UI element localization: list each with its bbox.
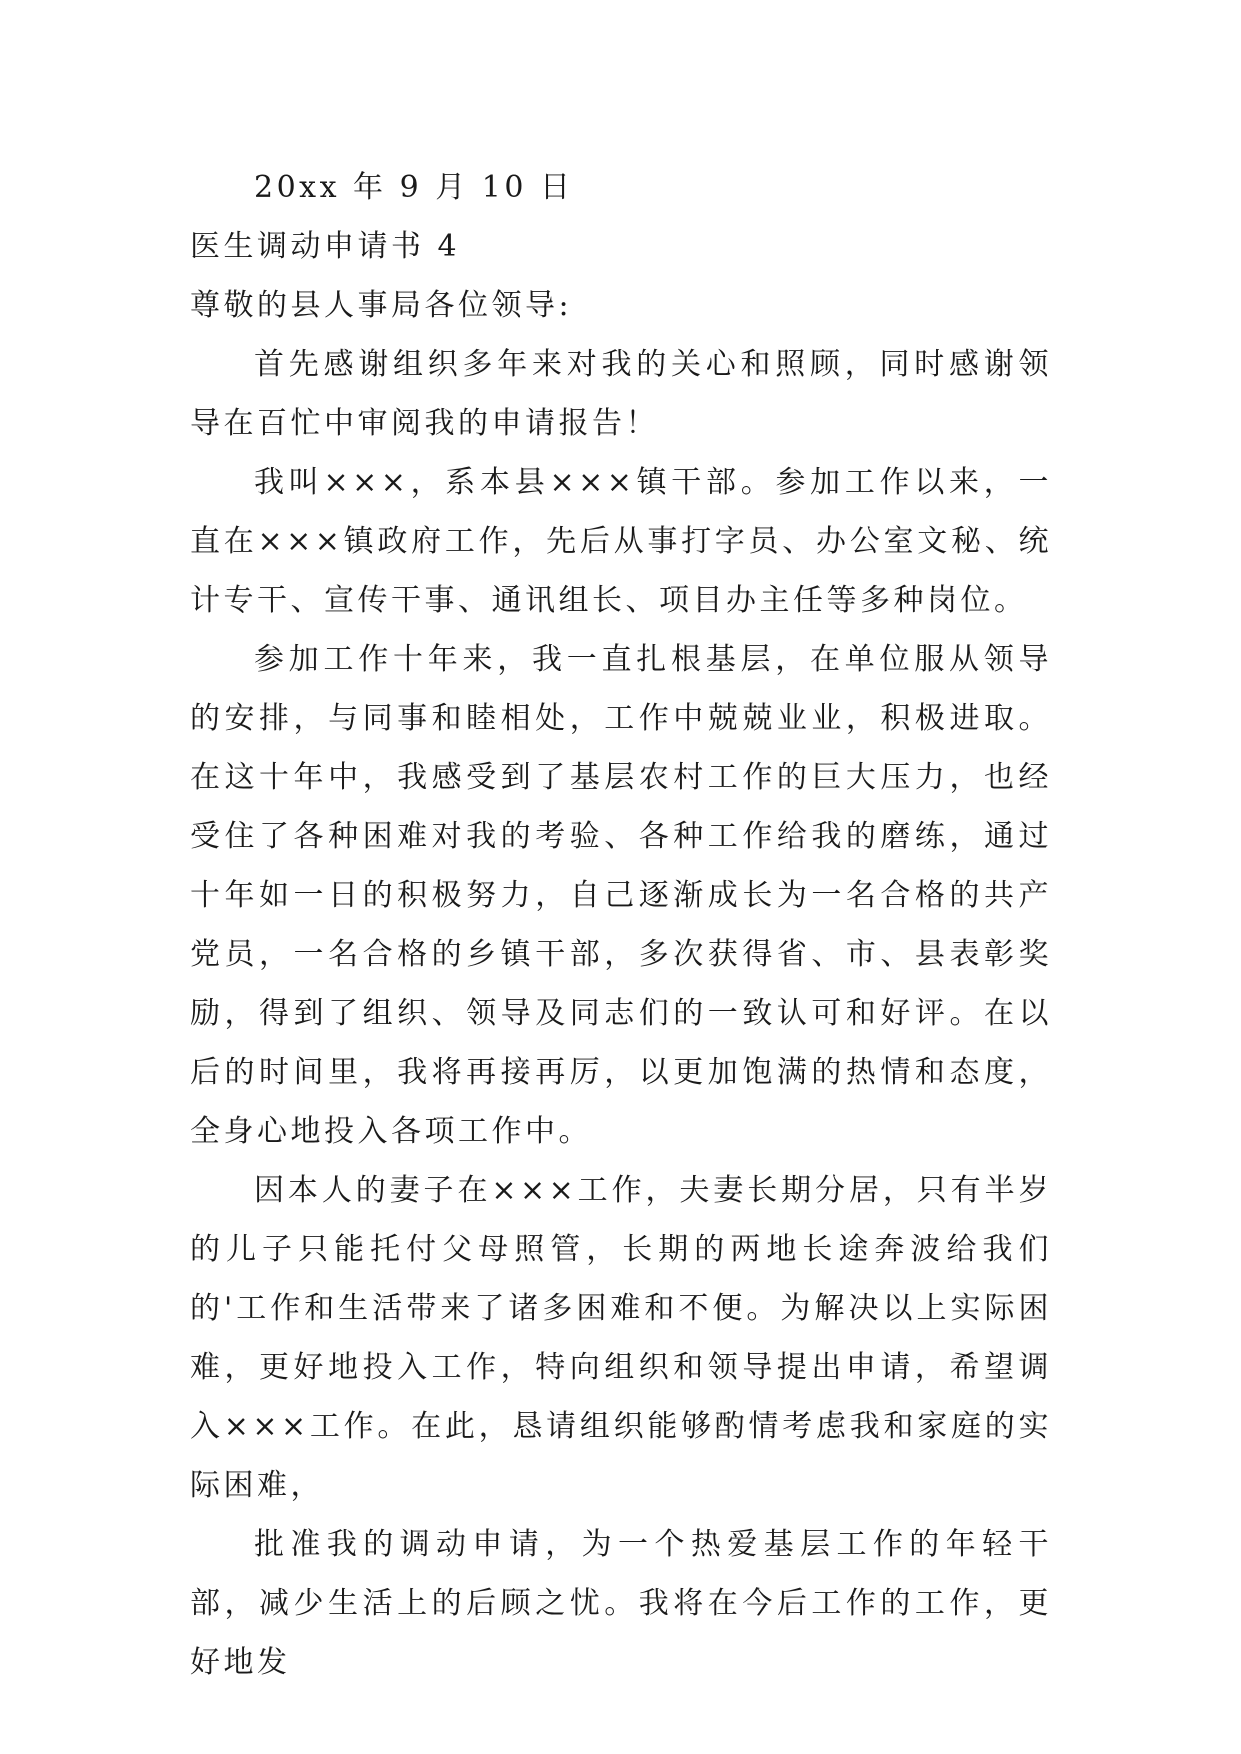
- salutation: 尊敬的县人事局各位领导:: [190, 288, 573, 323]
- paragraph-2: 我叫×××，系本县×××镇干部。参加工作以来，一直在×××镇政府工作，先后从事打字员、办公室文秘、统计专干、宣传干事、通讯组长、项目办主任等多种岗位。: [190, 465, 1052, 618]
- paragraph-1: 首先感谢组织多年来对我的关心和照顾，同时感谢领导在百忙中审阅我的申请报告！: [190, 347, 1052, 441]
- date-line: 20xx 年 9 月 10 日: [254, 170, 574, 205]
- paragraph-4: 因本人的妻子在×××工作，夫妻长期分居，只有半岁的儿子只能托付父母照管，长期的两地长途奔波给我们的'工作和生活带来了诸多困难和不便。为解决以上实际困难，更好地投入工作，特向组织和领导提出申请，希望调入×××工作。在此，恳请组织能够酌情考虑我和家庭的实际困难，: [190, 1173, 1052, 1503]
- letter-title: 医生调动申请书 4: [190, 229, 461, 264]
- paragraph-3: 参加工作十年来，我一直扎根基层，在单位服从领导的安排，与同事和睦相处，工作中兢兢业业，积极进取。在这十年中，我感受到了基层农村工作的巨大压力，也经受住了各种困难对我的考验、各种工作给我的磨练，通过十年如一日的积极努力，自己逐渐成长为一名合格的共产党员，一名合格的乡镇干部，多次获得省、市、县表彰奖励，得到了组织、领导及同志们的一致认可和好评。在以后的时间里，我将再接再厉，以更加饱满的热情和态度，全身心地投入各项工作中。: [190, 642, 1052, 1149]
- letter-body: [190, 158, 1052, 1692]
- paragraph-5: 批准我的调动申请，为一个热爱基层工作的年轻干部，减少生活上的后顾之忧。我将在今后工作的工作，更好地发: [190, 1527, 1052, 1680]
